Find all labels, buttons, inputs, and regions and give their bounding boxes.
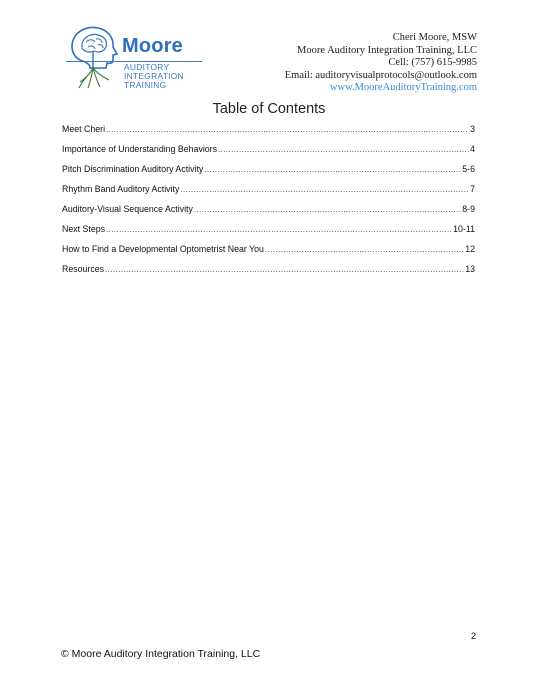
contact-company: Moore Auditory Integration Training, LLC (297, 44, 477, 56)
toc-entry-label: Meet Cheri (62, 124, 106, 134)
toc-dot-leader (204, 165, 461, 174)
toc-entry-page: 13 (465, 264, 475, 274)
toc-entry[interactable] (62, 184, 475, 204)
table-of-contents (62, 124, 475, 284)
toc-dot-leader (265, 245, 464, 254)
logo-line-integration: INTEGRATION (124, 71, 184, 81)
brain-tree-icon (66, 22, 122, 90)
logo-line-training: TRAINING (124, 80, 167, 90)
footer-copyright: © Moore Auditory Integration Training, LLC (61, 648, 261, 660)
toc-entry[interactable] (62, 144, 475, 164)
toc-entry-page: 4 (470, 144, 475, 154)
toc-title: Table of Contents (212, 101, 326, 117)
toc-dot-leader (106, 225, 452, 234)
toc-entry-label: Pitch Discrimination Auditory Activity (62, 164, 204, 174)
toc-entry[interactable] (62, 164, 475, 184)
toc-dot-leader (106, 125, 469, 134)
toc-entry-page: 7 (470, 184, 475, 194)
toc-dot-leader (218, 145, 469, 154)
toc-entry-page: 5-6 (462, 164, 475, 174)
contact-cell: Cell: (757) 615-9985 (388, 57, 477, 69)
logo-wordmark: Moore (122, 35, 183, 57)
toc-dot-leader (194, 205, 461, 214)
toc-entry[interactable] (62, 124, 475, 144)
toc-entry[interactable] (62, 224, 475, 244)
toc-entry[interactable] (62, 264, 475, 284)
toc-entry[interactable] (62, 244, 475, 264)
toc-dot-leader (105, 265, 464, 274)
toc-dot-leader (180, 185, 469, 194)
contact-name: Cheri Moore, MSW (392, 32, 477, 43)
toc-entry-page: 8-9 (462, 204, 475, 214)
toc-entry-page: 3 (470, 124, 475, 134)
contact-block (285, 32, 477, 95)
toc-entry-label: Next Steps (62, 224, 106, 234)
toc-entry-label: Importance of Understanding Behaviors (62, 144, 218, 154)
toc-entry-label: Rhythm Band Auditory Activity (62, 184, 180, 194)
toc-entry-page: 12 (465, 244, 475, 254)
toc-entry-label: Resources (62, 264, 105, 274)
toc-entry[interactable] (62, 204, 475, 224)
toc-entry-page: 10-11 (453, 224, 475, 234)
company-logo (66, 22, 216, 90)
toc-entry-label: Auditory-Visual Sequence Activity (62, 204, 193, 214)
contact-website-link[interactable]: www.MooreAuditoryTraining.com (329, 82, 477, 94)
page-number: 2 (470, 631, 476, 641)
logo-line-auditory: AUDITORY (124, 62, 170, 72)
contact-email: Email: auditoryvisualprotocols@outlook.com (284, 69, 477, 81)
toc-entry-label: How to Find a Developmental Optometrist Near You (62, 244, 264, 254)
